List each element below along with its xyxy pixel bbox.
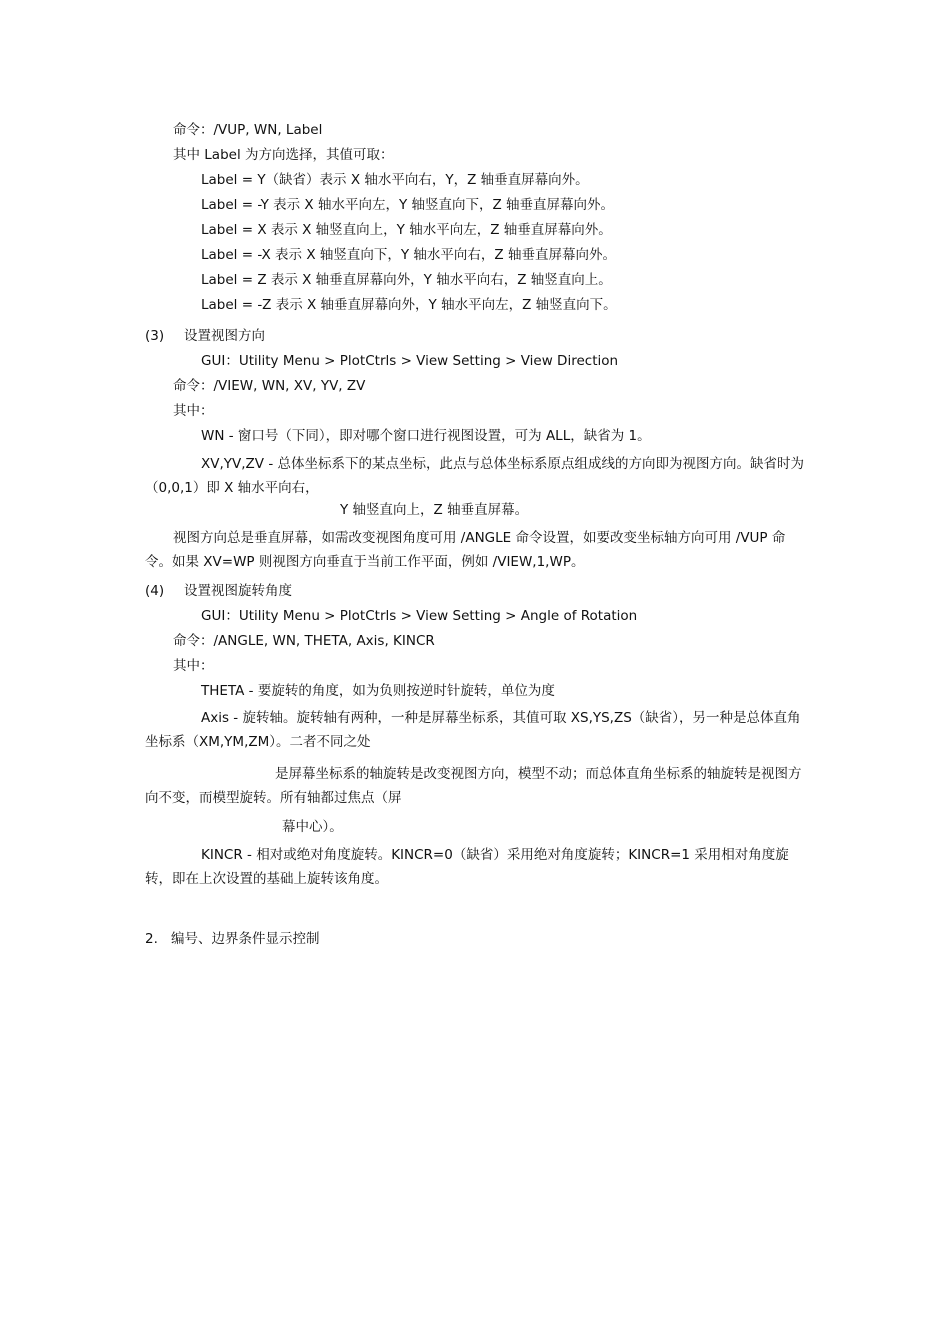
section4-where: 其中： <box>173 658 214 674</box>
section3-xv: XV,YV,ZV - 总体坐标系下的某点坐标，此点与总体坐标系原点组成线的方向即为视图方向。缺省时为（0,0,1）即 X 轴水平向右， <box>145 456 804 496</box>
section3-xv-cont: Y 轴竖直向上，Z 轴垂直屏幕。 <box>340 502 529 518</box>
section3-where: 其中： <box>173 403 214 419</box>
section4-number: (4) <box>145 583 165 599</box>
vup-option: Label = Y（缺省）表示 X 轴水平向右，Y，Z 轴垂直屏幕向外。 <box>201 172 589 188</box>
section4-kincr: KINCR - 相对或绝对角度旋转。KINCR=0（缺省）采用绝对角度旋转；KINCR=1 采用相对角度旋转，即在上次设置的基础上旋转该角度。 <box>145 847 789 887</box>
section3-command: 命令：/VIEW, WN, XV, YV, ZV <box>173 378 366 394</box>
section4-axis-cont2: 幕中心）。 <box>282 819 343 835</box>
vup-option: Label = -Z 表示 X 轴垂直屏幕向外，Y 轴水平向左，Z 轴竖直向下。 <box>201 297 617 313</box>
section3-wn: WN - 窗口号（下同），即对哪个窗口进行视图设置，可为 ALL，缺省为 1。 <box>201 428 651 444</box>
section2-title: 编号、边界条件显示控制 <box>171 931 320 947</box>
vup-command: 命令：/VUP, WN, Label <box>173 122 323 138</box>
section4-axis-cont: 是屏幕坐标系的轴旋转是改变视图方向，模型不动；而总体直角坐标系的轴旋转是视图方向不变，而模型旋转。所有轴都过焦点（屏 <box>145 766 802 806</box>
vup-option: Label = -X 表示 X 轴竖直向下，Y 轴水平向右，Z 轴垂直屏幕向外。 <box>201 247 616 263</box>
vup-intro: 其中 Label 为方向选择，其值可取： <box>173 147 394 163</box>
section4-gui: GUI：Utility Menu > PlotCtrls > View Setting > Angle of Rotation <box>201 608 638 624</box>
section3-title: 设置视图方向 <box>184 328 265 344</box>
section4-axis: Axis - 旋转轴。旋转轴有两种，一种是屏幕坐标系，其值可取 XS,YS,ZS（缺省），另一种是总体直角坐标系（XM,YM,ZM）。二者不同之处 <box>145 710 801 750</box>
section4-title: 设置视图旋转角度 <box>184 583 292 599</box>
section3-number: (3) <box>145 328 165 344</box>
section2-number: 2. <box>145 931 158 947</box>
vup-option: Label = -Y 表示 X 轴水平向左，Y 轴竖直向下，Z 轴垂直屏幕向外。 <box>201 197 615 213</box>
section4-theta: THETA - 要旋转的角度，如为负则按逆时针旋转，单位为度 <box>201 683 555 699</box>
section4-command: 命令：/ANGLE, WN, THETA, Axis, KINCR <box>173 633 435 649</box>
vup-option: Label = X 表示 X 轴竖直向上，Y 轴水平向左，Z 轴垂直屏幕向外。 <box>201 222 612 238</box>
vup-option: Label = Z 表示 X 轴垂直屏幕向外，Y 轴水平向右，Z 轴竖直向上。 <box>201 272 612 288</box>
section3-gui: GUI：Utility Menu > PlotCtrls > View Setting > View Direction <box>201 353 619 369</box>
section3-note: 视图方向总是垂直屏幕，如需改变视图角度可用 /ANGLE 命令设置，如要改变坐标轴方向可用 /VUP 命令。如果 XV=WP 则视图方向垂直于当前工作平面，例如 /VIEW,1,WP。 <box>145 530 786 570</box>
